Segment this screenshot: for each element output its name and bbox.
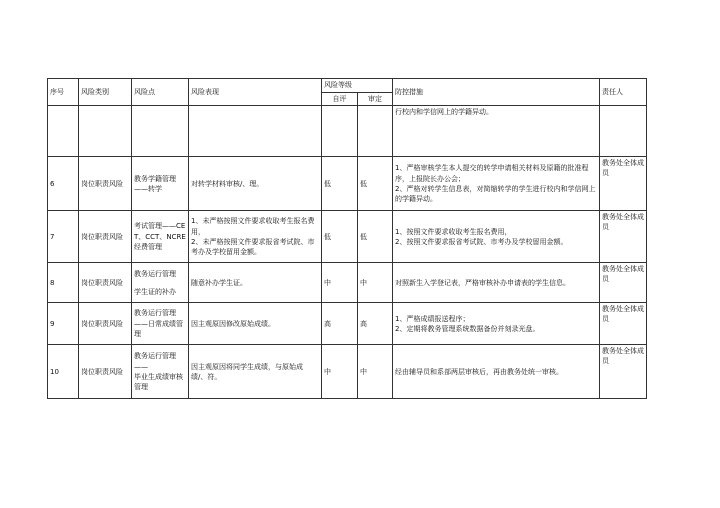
cell-review (358, 106, 393, 157)
cell-category: 岗位职责风险 (79, 157, 132, 211)
cell-review: 低 (358, 211, 393, 263)
cell-seq: 10 (48, 345, 79, 399)
cell-measures: 行校内和学信网上的学籍异动。 (393, 106, 600, 157)
cell-point: 教务学籍管理——转学 (132, 157, 189, 211)
cell-owner: 教务处全体成员 (600, 303, 647, 345)
cell-owner: 教务处全体成员 (600, 157, 647, 211)
table-row (48, 303, 647, 345)
cell-manifestation: 因主观原因修改原始成绩。 (189, 303, 322, 345)
risk-table (47, 78, 647, 399)
header-point: 风险点 (132, 79, 189, 106)
cell-owner: 教务处全体成员 (600, 345, 647, 399)
manifestation-line: 2、未严格按照文件要求报省考试院、市考办及学校留用金额。 (191, 237, 315, 256)
cell-point (132, 106, 189, 157)
cell-category: 岗位职责风险 (79, 263, 132, 303)
cell-self-eval: 中 (322, 345, 358, 399)
cell-manifestation: 随意补办学生证。 (189, 263, 322, 303)
table-row (48, 211, 647, 263)
header-owner: 责任人 (600, 79, 647, 106)
point-line: 教务运行管理—— (134, 352, 176, 371)
cell-review: 高 (358, 303, 393, 345)
cell-self-eval: 高 (322, 303, 358, 345)
cell-measures (393, 157, 600, 211)
cell-point: 考试管理——CET、CCT、NCRE 经费管理 (132, 211, 189, 263)
point-line: 毕业生成绩审核管理 (134, 372, 183, 391)
cell-review: 低 (358, 157, 393, 211)
cell-review: 中 (358, 345, 393, 399)
cell-self-eval: 中 (322, 263, 358, 303)
cell-point (132, 263, 189, 303)
header-category: 风险类别 (79, 79, 132, 106)
cell-seq: 6 (48, 157, 79, 211)
point-line: 教务运行管理 (134, 269, 176, 278)
header-seq: 序号 (48, 79, 79, 106)
cell-seq: 7 (48, 211, 79, 263)
header-measures: 防控措施 (393, 79, 600, 106)
cell-manifestation (189, 106, 322, 157)
cell-point (132, 345, 189, 399)
cell-self-eval: 低 (322, 211, 358, 263)
table-row (48, 345, 647, 399)
measure-line: 2、严格对转学生信息表，对简缩转学的学生进行校内和学信网上的学籍异动。 (395, 184, 596, 203)
cell-category: 岗位职责风险 (79, 345, 132, 399)
manifestation-line: 1、未严格按照文件要求收取考生报名费用， (191, 217, 315, 236)
header-review: 审定 (358, 93, 393, 106)
cell-owner: 教务处全体成员 (600, 263, 647, 303)
cell-self-eval: 低 (322, 157, 358, 211)
header-manifestation: 风险表现 (189, 79, 322, 106)
cell-measures (393, 211, 600, 263)
table-row (48, 157, 647, 211)
cell-manifestation: 因主观原因将同学生成绩，与原始成绩/、符。 (189, 345, 322, 399)
cell-measures: 对照新生入学登记表，严格审核补办申请表的学生信息。 (393, 263, 600, 303)
cell-measures: 经由辅导员和系部两层审核后，再由教务处统一审核。 (393, 345, 600, 399)
cell-seq (48, 106, 79, 157)
cell-category: 岗位职责风险 (79, 211, 132, 263)
header-self-eval: 自评 (322, 93, 358, 106)
measure-line: 2、定期将教务管理系统数据备份并刻录光盘。 (395, 324, 540, 333)
cell-category: 岗位职责风险 (79, 303, 132, 345)
table-row (48, 263, 647, 303)
cell-owner (600, 106, 647, 157)
point-line: 学生证的补办 (134, 287, 176, 296)
document-page (47, 78, 647, 399)
cell-review: 中 (358, 263, 393, 303)
cell-category (79, 106, 132, 157)
cell-owner: 教务处全体成员 (600, 211, 647, 263)
measure-line: 1、按照文件要求收取考生报名费用， (395, 227, 512, 236)
measure-line: 2、按照文件要求报省考试院、市考办及学校留用金额。 (395, 237, 568, 246)
header-level: 风险等级 (322, 79, 393, 93)
cell-point: 教务运行管理——日常成绩管理 (132, 303, 189, 345)
cell-manifestation (189, 211, 322, 263)
cell-self-eval (322, 106, 358, 157)
cell-manifestation: 对转学材料审核/、理。 (189, 157, 322, 211)
table-row-continuation (48, 106, 647, 157)
cell-measures (393, 303, 600, 345)
cell-seq: 8 (48, 263, 79, 303)
cell-seq: 9 (48, 303, 79, 345)
measure-line: 1、严格审核学生本人提交的转学申请相关材料及原籍的批准程序，上报院长办公会； (395, 164, 589, 183)
measure-line: 1、严格成绩报送程序； (395, 314, 470, 323)
